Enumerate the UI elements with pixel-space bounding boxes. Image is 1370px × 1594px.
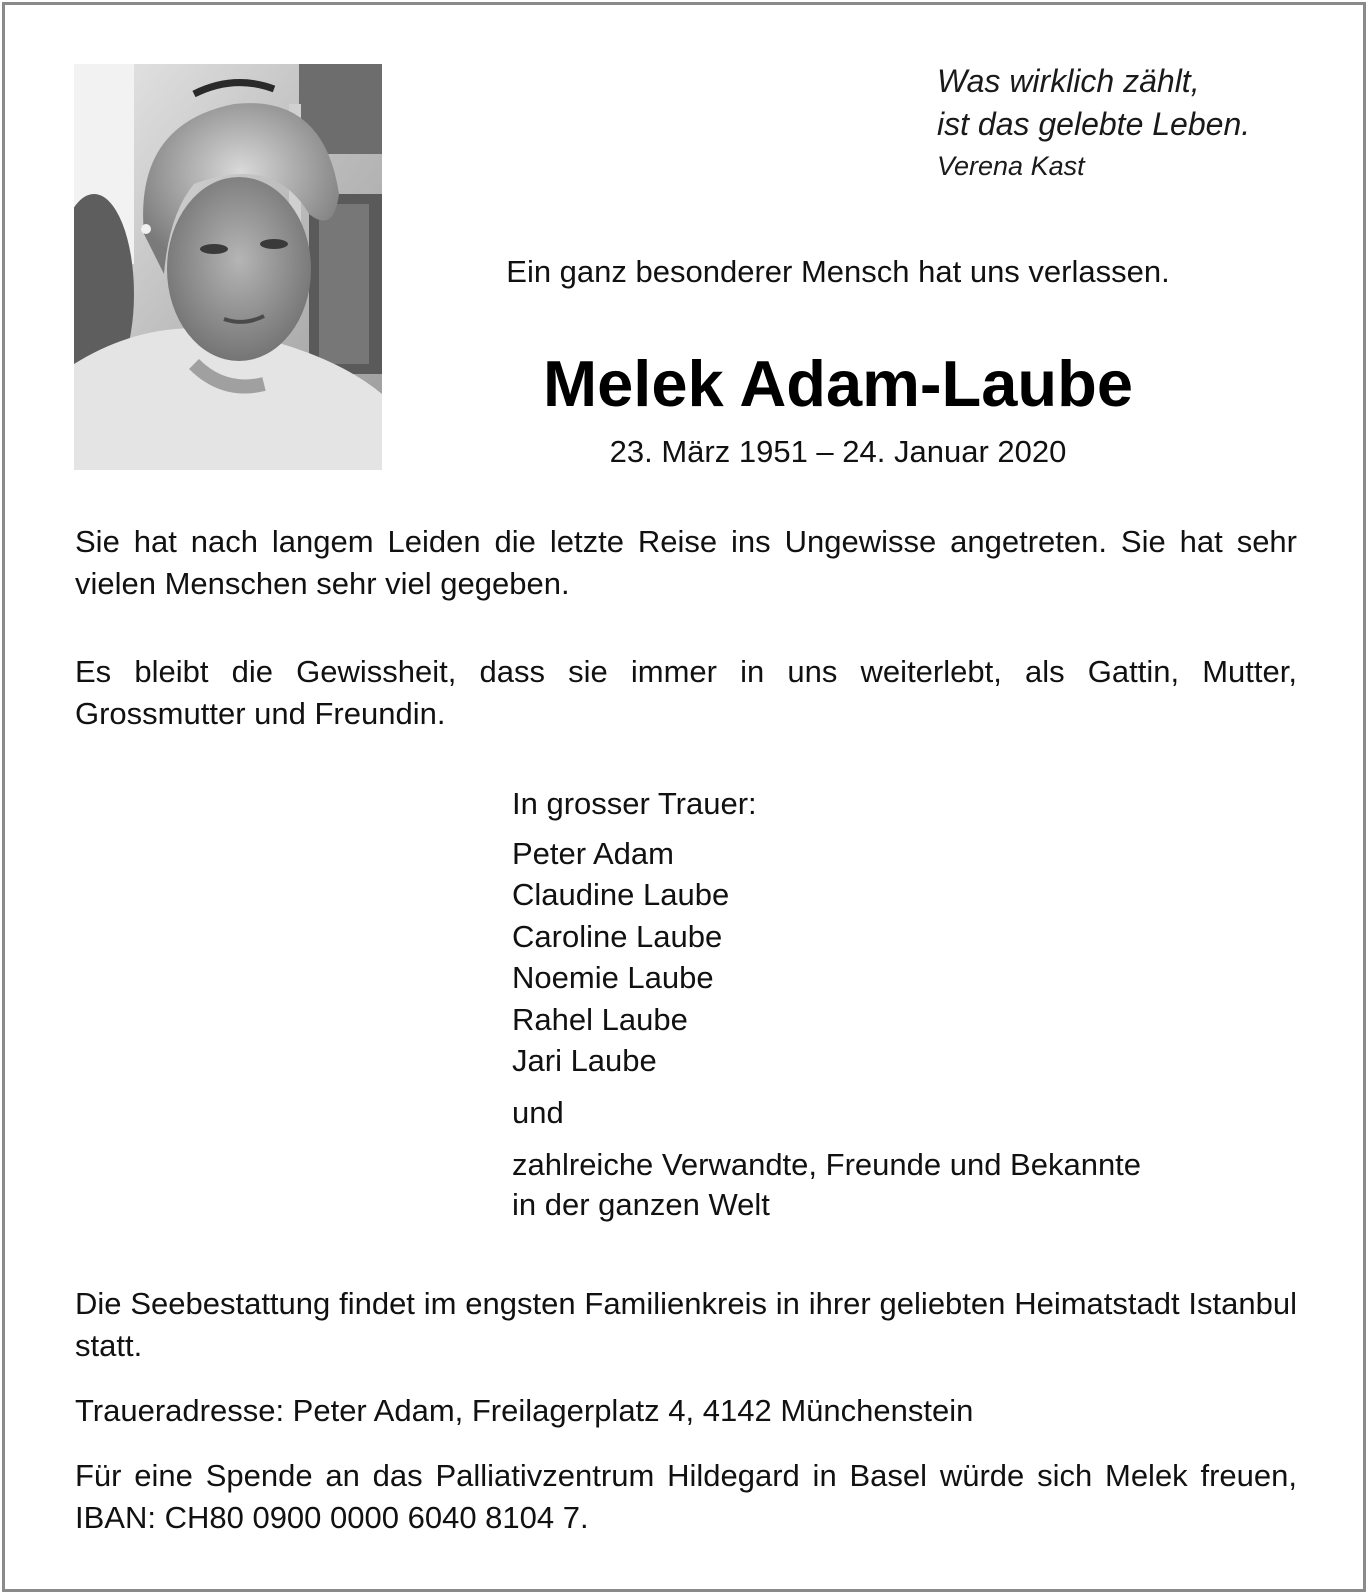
mourner-name: Noemie Laube <box>512 960 714 995</box>
paragraph-certainty: Es bleibt die Gewissheit, dass sie immer in uns weiterlebt, als Gattin, Mutter, Grossmutter und Freundin. <box>75 654 1297 731</box>
mourners-others <box>512 1145 1141 1225</box>
paragraph-donation: Für eine Spende an das Palliativzentrum Hildegard in Basel würde sich Melek freuen, IBAN: CH80 0900 0000 6040 8104 7. <box>75 1458 1297 1535</box>
quote-author: Verena Kast <box>937 151 1085 181</box>
life-dates: 23. März 1951 – 24. Januar 2020 <box>609 434 1067 469</box>
paragraph-address: Traueradresse: Peter Adam, Freilagerplatz 4, 4142 Münchenstein <box>75 1393 974 1428</box>
mourner-name: Rahel Laube <box>512 1001 688 1037</box>
quote-line-1: Was wirklich zählt, <box>937 63 1200 99</box>
mourners-others-line-2: in der ganzen Welt <box>512 1187 770 1222</box>
portrait-photo <box>74 64 382 470</box>
mourner-name: Caroline Laube <box>512 918 723 954</box>
mourner-name: Claudine Laube <box>512 877 730 912</box>
epigraph-quote <box>937 60 1250 186</box>
deceased-name: Melek Adam-Laube <box>543 347 1133 420</box>
mourners-heading: In grosser Trauer: <box>512 786 757 821</box>
intro-line: Ein ganz besonderer Mensch hat uns verlassen. <box>506 254 1170 289</box>
paragraph-burial: Die Seebestattung findet im engsten Familienkreis in ihrer geliebten Heimatstadt Istanbul statt. <box>75 1286 1297 1363</box>
mourner-name: Peter Adam <box>512 835 674 871</box>
mourners-and: und <box>512 1094 564 1130</box>
mourners-block <box>512 783 1141 1225</box>
paragraph-journey: Sie hat nach langem Leiden die letzte Reise ins Ungewisse angetreten. Sie hat sehr vielen Menschen sehr viel gegeben. <box>75 524 1297 601</box>
mourner-name: Jari Laube <box>512 1043 657 1078</box>
mourners-others-line-1: zahlreiche Verwandte, Freunde und Bekannte <box>512 1147 1142 1182</box>
mourners-list <box>512 833 1141 1082</box>
quote-line-2: ist das gelebte Leben. <box>937 106 1251 142</box>
portrait-photo-illustration <box>74 64 382 470</box>
